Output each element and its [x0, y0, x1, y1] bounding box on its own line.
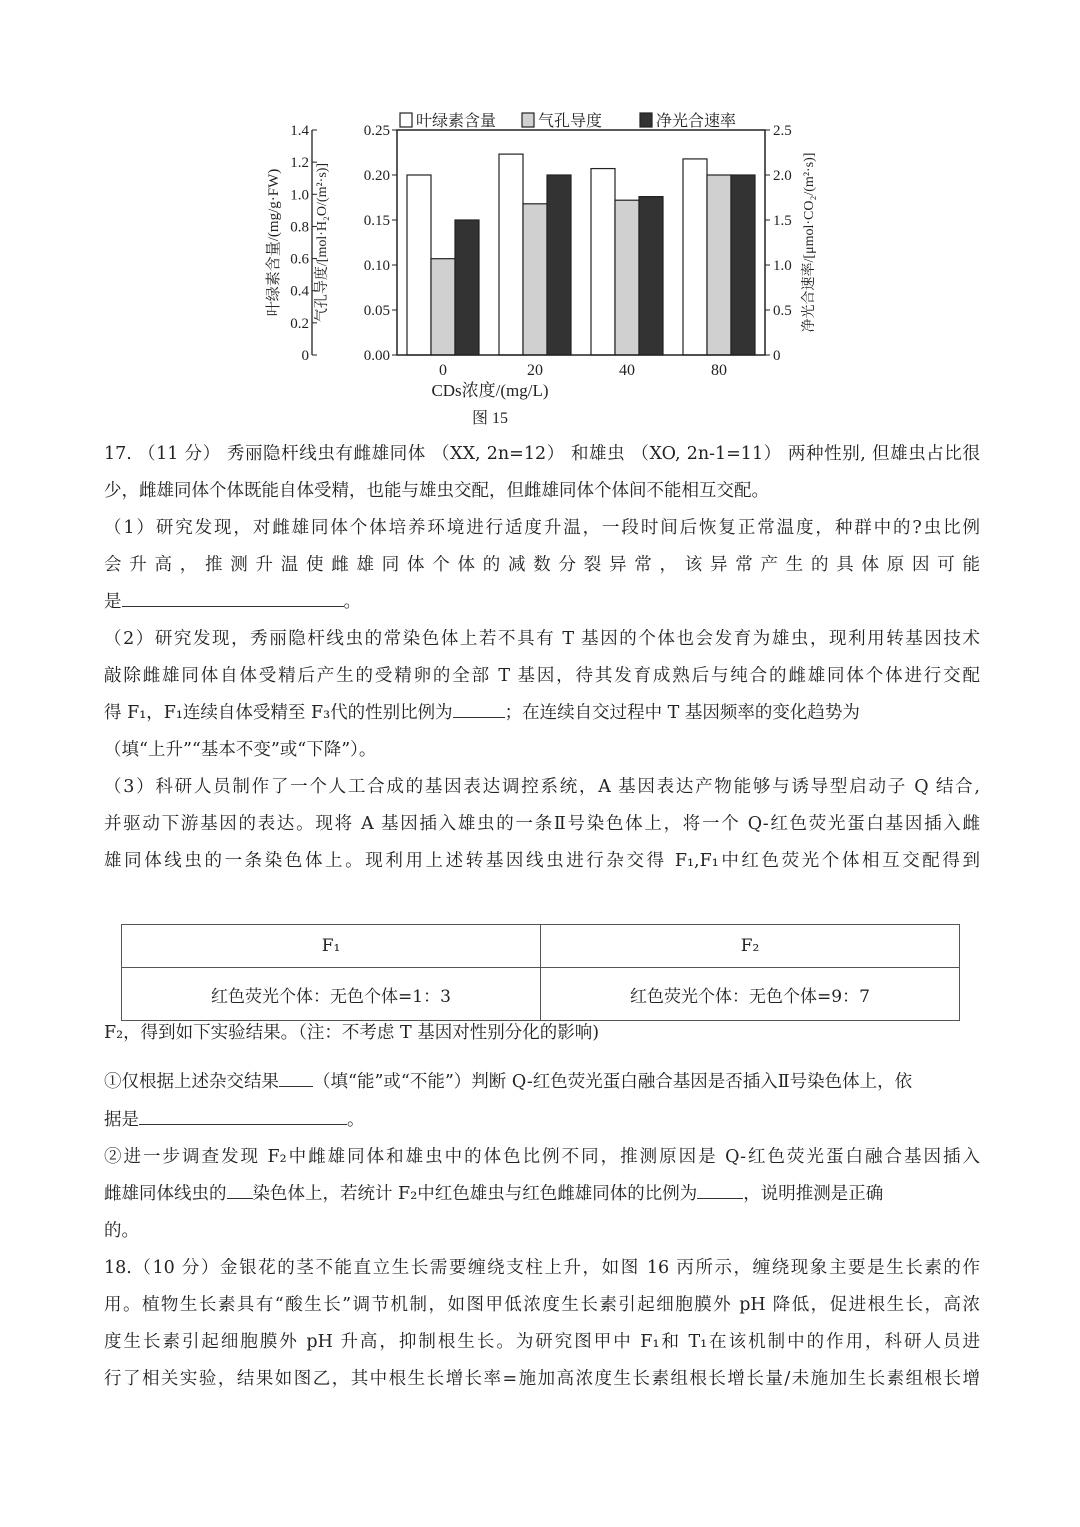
bar-stomatal-conductance: [523, 204, 547, 355]
q17-sub1-line-1: [104, 1064, 980, 1101]
bar-chart-figure-15: [260, 105, 820, 435]
q17-part2-line-3: [104, 695, 980, 732]
bar-stomatal-conductance: [431, 259, 455, 355]
legend-label: 净光合速率: [656, 113, 737, 130]
figure-caption: 图 15: [471, 410, 509, 427]
bar-chlorophyll: [499, 154, 523, 355]
left-axis-1-tick-label: 0.8: [290, 219, 309, 236]
text-fragment: 是: [104, 592, 122, 612]
answer-blank[interactable]: [697, 1181, 743, 1199]
q18-line-2: 用。植物生长素具有“酸生长”调节机制，如图甲低浓度生长素引起细胞膜外 pH 降低，促进根生长，高浓: [104, 1295, 980, 1315]
q17-sub2-line-1: ②进一步调查发现 F₂中雌雄同体和雄虫中的体色比例不同，推测原因是 Q-红色荧光蛋白融合基因插入: [104, 1147, 980, 1167]
x-tick-label: 80: [711, 362, 727, 379]
text-fragment: 得 F₁，F₁连续自体受精至 F₃代的性别比例为: [104, 703, 453, 723]
q17-part1-line-3: [104, 584, 980, 621]
bar-stomatal-conductance: [707, 175, 731, 355]
q17-part3-line-2: 并驱动下游基因的表达。现将 A 基因插入雄虫的一条Ⅱ号染色体上，将一个 Q-红色荧光蛋白基因插入雌: [104, 814, 980, 834]
q17-part2-line-4: （填“上升”“基本不变”或“下降”）。: [104, 740, 377, 760]
text-fragment: ①仅根据上述杂交结果: [104, 1072, 279, 1092]
bar-net-photosynthesis: [547, 175, 571, 355]
answer-blank[interactable]: [227, 1181, 253, 1199]
answer-blank[interactable]: [279, 1069, 313, 1087]
left-axis-1-tick-label: 0.2: [290, 315, 309, 332]
plot-area: [407, 154, 755, 355]
left-axis-2-tick-label: 0.25: [363, 123, 390, 139]
legend-label: 叶绿素含量: [416, 113, 497, 130]
right-axis-label: 净光合速率/[μmol·CO₂/(m²·s)]: [802, 152, 817, 333]
text-fragment: ，说明推测是正确: [743, 1184, 884, 1204]
x-tick-label: 40: [619, 362, 635, 379]
left-axis-1-tick-label: 0: [301, 348, 309, 364]
bar-chlorophyll: [591, 169, 615, 355]
table-header-f2: F₂: [541, 925, 960, 968]
bar-chlorophyll: [407, 175, 431, 355]
legend-swatch: [522, 113, 534, 127]
left-axis-2-tick-label: 0.20: [363, 168, 390, 184]
text-fragment: ；在连续自交过程中 T 基因频率的变化趋势为: [504, 703, 860, 723]
q17-part3-line-4: F₂，得到如下实验结果。（注：不考虑 T 基因对性别分化的影响): [104, 1023, 600, 1043]
text-fragment: 染色体上，若统计 F₂中红色雄虫与红色雌雄同体的比例为: [252, 1184, 698, 1204]
table-header-row: [122, 925, 960, 968]
results-table: [121, 924, 960, 1021]
legend-swatch: [400, 113, 412, 127]
right-axis-tick-label: 1.5: [773, 213, 792, 229]
legend-label: 气孔导度: [538, 113, 603, 130]
table-cell-f2: 红色荧光个体：无色个体=9：7: [541, 968, 960, 1021]
right-axis-tick-label: 0.5: [773, 303, 792, 319]
right-axis-tick-label: 0: [773, 348, 781, 364]
text-fragment: 雌雄同体线虫的: [104, 1184, 227, 1204]
q17-line-1: 17. （11 分） 秀丽隐杆线虫有雌雄同体 （XX, 2n=12） 和雄虫 （XO, 2n-1=11） 两种性别, 但雄虫占比很: [104, 444, 980, 464]
x-tick-label: 20: [527, 362, 543, 379]
q18-line-3: 度生长素引起细胞膜外 pH 升高，抑制根生长。为研究图甲中 F₁和 T₁在该机制中的作用，科研人员进: [104, 1332, 980, 1352]
table-cell-f1: 红色荧光个体：无色个体=1：3: [122, 968, 541, 1021]
text-fragment: （填“能”或“不能”）判断 Q-红色荧光蛋白融合基因是否插入Ⅱ号染色体上，依: [313, 1072, 913, 1092]
x-axis-label: CDs浓度/(mg/L): [431, 381, 549, 400]
left-axis-1-label: 叶绿素含量/(mg/g·FW): [266, 168, 282, 317]
q17-line-2: 少，雌雄同体个体既能自体受精，也能与雄虫交配，但雌雄同体个体间不能相互交配。: [104, 481, 769, 501]
right-axis-tick-label: 2.0: [773, 168, 792, 184]
left-axis-2-label: 气孔导度/[mol·H₂O/(m²·s)]: [315, 162, 330, 323]
q17-part3-line-1: （3）科研人员制作了一个人工合成的基因表达调控系统，A 基因表达产物能够与诱导型启动子 Q 结合,: [104, 777, 980, 797]
q17-sub1-line-2: [104, 1102, 980, 1139]
chart-legend: [400, 112, 736, 130]
answer-blank[interactable]: [453, 700, 505, 718]
q17-sub2-line-3: 的。: [104, 1221, 139, 1241]
text-fragment: 。: [347, 1110, 365, 1130]
left-axis-1-tick-label: 1.4: [290, 123, 309, 139]
text-fragment: 。: [343, 592, 361, 612]
q18-line-1: 18.（10 分）金银花的茎不能直立生长需要缠绕支柱上升，如图 16 丙所示，缠绕现象主要是生长素的作: [104, 1258, 980, 1278]
table-row: [122, 968, 960, 1021]
left-axis-1-tick-label: 1.2: [290, 155, 309, 172]
bar-net-photosynthesis: [455, 220, 479, 355]
q17-sub2-line-2: [104, 1176, 980, 1213]
bar-net-photosynthesis: [639, 197, 663, 355]
right-axis-tick-label: 1.0: [773, 258, 792, 274]
left-axis-2-tick-label: 0.10: [363, 258, 390, 274]
left-axis-2-tick-label: 0.05: [363, 303, 390, 319]
x-tick-label: 0: [439, 362, 447, 379]
left-axis-1-tick-label: 0.6: [290, 251, 309, 268]
answer-blank[interactable]: [139, 1107, 347, 1125]
left-axis-1-tick-label: 0.4: [290, 283, 309, 300]
text-fragment: 据是: [104, 1110, 139, 1130]
left-axis-1-tick-label: 1.0: [290, 187, 309, 204]
q17-part2-line-2: 敲除雌雄同体自体受精后产生的受精卵的全部 T 基因，待其发育成熟后与纯合的雌雄同体个体进行交配: [104, 666, 980, 686]
left-axis-2-tick-label: 0.15: [363, 213, 390, 229]
bar-chlorophyll: [683, 159, 707, 355]
answer-blank[interactable]: [122, 589, 344, 607]
q17-part2-line-1: （2）研究发现，秀丽隐杆线虫的常染色体上若不具有 T 基因的个体也会发育为雄虫，现利用转基因技术: [104, 629, 980, 649]
q17-part1-line-1: （1）研究发现，对雌雄同体个体培养环境进行适度升温，一段时间后恢复正常温度，种群中的?虫比例: [104, 518, 980, 538]
table-header-f1: F₁: [122, 925, 541, 968]
q17-part3-line-3: 雄同体线虫的一条染色体上。现利用上述转基因线虫进行杂交得 F₁,F₁中红色荧光个体相互交配得到: [104, 851, 980, 871]
legend-swatch: [640, 113, 652, 127]
left-axis-2-tick-label: 0.00: [363, 348, 390, 364]
q18-line-4: 行了相关实验，结果如图乙，其中根生长增长率=施加高浓度生长素组根长增长量/未施加生长素组根长增: [104, 1369, 980, 1389]
bar-stomatal-conductance: [615, 200, 639, 355]
bar-net-photosynthesis: [731, 175, 755, 355]
right-axis-tick-label: 2.5: [773, 123, 792, 139]
q17-part1-line-2: 会升高，推测升温使雌雄同体个体的减数分裂异常，该异常产生的具体原因可能: [104, 555, 980, 575]
